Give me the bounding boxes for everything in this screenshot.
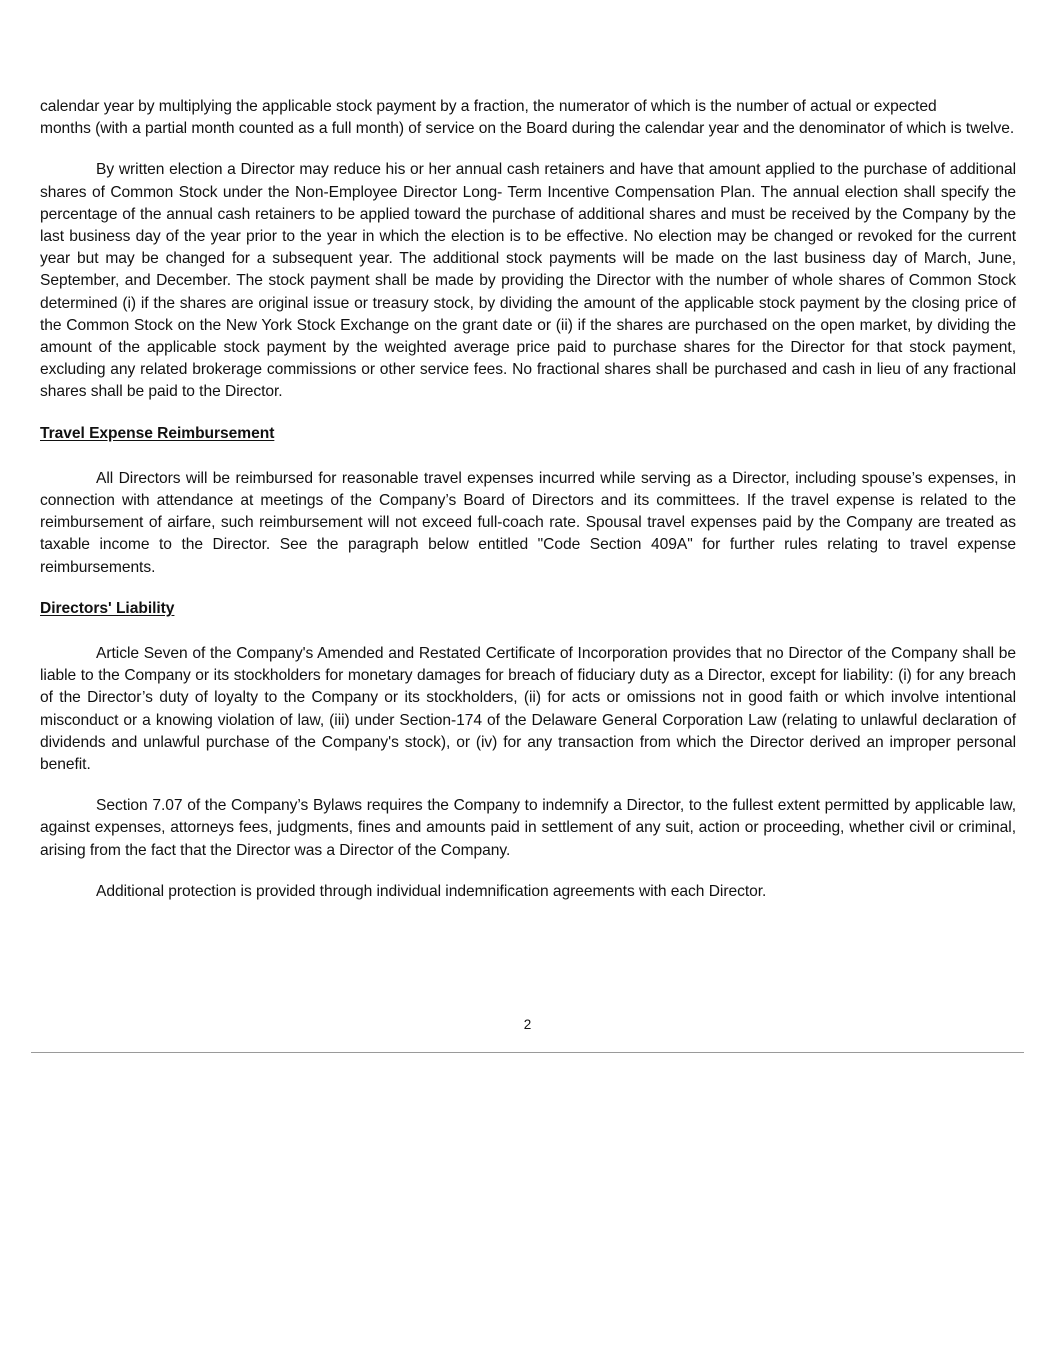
additional-protection-paragraph: Additional protection is provided through individual indemnification agreements with each Director.: [96, 882, 767, 900]
intro-paragraph-line1: calendar year by multiplying the applicable stock payment by a fraction, the numerator of which is the number of actual or expected: [40, 98, 937, 115]
spacer: [40, 579, 1016, 598]
page-number: 2: [523, 1017, 532, 1032]
election-paragraph: By written election a Director may reduce his or her annual cash retainers and have that amount applied to the purchase of additional shares of Common Stock under the Non-Employee Director Long- Term Incentive Compensation Plan. The annual election shall specify the percentage of the annual cash retainers to be applied toward the purchase of additional shares and must be received by the Company by the last business day of the year prior to the year in which the election is to be effective. No election may be changed or revoked for the current year but may be changed for a subsequent year. The additional stock payments will be made on the last business day of March, June, September, and December. The stock payment shall be made by providing the Director with the number of whole shares of Common Stock determined (i) if the shares are original issue or treasury stock, by dividing the amount of the applicable stock payment by the closing price of the Common Stock on the New York Stock Exchange on the grant date or (ii) if the shares are purchased on the open market, by dividing the amount of the applicable stock payment by the weighted average price paid to purchase shares for the Director for that stock payment, excluding any related brokerage commissions or other service fees. No fractional shares shall be purchased and cash in lieu of any fractional shares shall be paid to the Director.: [40, 161, 1016, 401]
spacer: [40, 140, 1016, 159]
document-body: [40, 96, 1016, 903]
spacer: [40, 862, 1016, 881]
spacer: [40, 404, 1016, 423]
bylaws-paragraph: Section 7.07 of the Company’s Bylaws requires the Company to indemnify a Director, to the fullest extent permitted by applicable law, against expenses, attorneys fees, judgments, fines and amounts paid in settlement of any suit, action or proceeding, whether civil or criminal, arising from the fact that the Director was a Director of the Company.: [40, 797, 1016, 859]
page-divider: [31, 1052, 1024, 1053]
spacer: [40, 776, 1016, 795]
travel-expense-paragraph: All Directors will be reimbursed for reasonable travel expenses incurred while serving as a Director, including spouse’s expenses, in connection with attendance at meetings of the Company’s Board of Directors and its committees. If the travel expense is related to the reimbursement of airfare, such reimbursement will not exceed full-coach rate. Spousal travel expenses paid by the Company are treated as taxable income to the Director. See the paragraph below entitled "Code Section 409A" for further rules relating to travel expense reimbursements.: [40, 469, 1016, 576]
intro-paragraph-line2: months (with a partial month counted as a full month) of service on the Board during the calendar year and the denominator of which is twelve.: [40, 120, 1015, 138]
travel-expense-heading: Travel Expense Reimbursement: [40, 424, 275, 442]
spacer: [40, 445, 1016, 468]
directors-liability-paragraph: Article Seven of the Company's Amended and Restated Certificate of Incorporation provides that no Director of the Company shall be liable to the Company or its stockholders for monetary damages for breach of fiduciary duty as a Director, except for liability: (i) for any breach of the Director’s duty of loyalty to the Company or its stockholders, (ii) for acts or omissions not in good faith or which involve intentional misconduct or a knowing violation of law, (iii) under Section-174 of the Delaware General Corporation Law (relating to unlawful declaration of dividends and unlawful purchase of the Company's stock), or (iv) for any transaction from which the Director derived an improper personal benefit.: [40, 645, 1016, 774]
spacer: [40, 620, 1016, 643]
directors-liability-heading: Directors' Liability: [40, 599, 175, 617]
